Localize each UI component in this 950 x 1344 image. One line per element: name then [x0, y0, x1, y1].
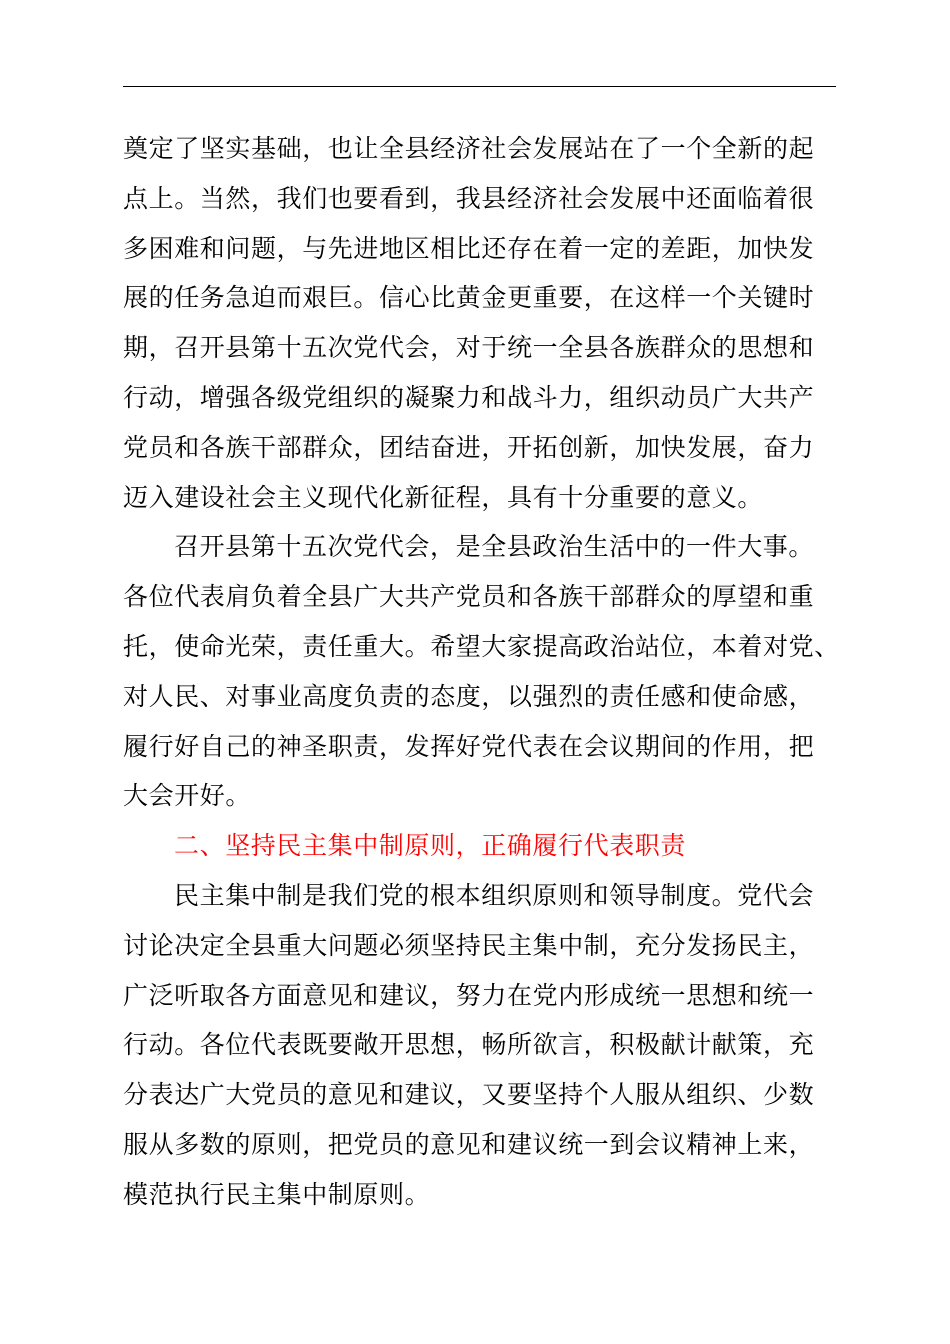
- paragraph-line: 履行好自己的神圣职责，发挥好党代表在会议期间的作用，把: [123, 731, 815, 761]
- paragraph-line: 多困难和问题，与先进地区相比还存在着一定的差距，加快发: [123, 233, 815, 263]
- paragraph-line: 奠定了坚实基础，也让全县经济社会发展站在了一个全新的起: [123, 134, 815, 163]
- paragraph-line: 行动。各位代表既要敞开思想，畅所欲言，积极献计献策，充: [123, 1030, 815, 1060]
- paragraph-line: 召开县第十五次党代会，是全县政治生活中的一件大事。: [174, 532, 815, 562]
- paragraph-line: 行动，增强各级党组织的凝聚力和战斗力，组织动员广大共产: [123, 382, 815, 412]
- paragraph-line: 广泛听取各方面意见和建议，努力在党内形成统一思想和统一: [123, 980, 815, 1010]
- paragraph-line: 党员和各族干部群众，团结奋进，开拓创新，加快发展，奋力: [123, 432, 815, 462]
- header-rule: [123, 86, 836, 87]
- paragraph-line: 分表达广大党员的意见和建议，又要坚持个人服从组织、少数: [123, 1080, 815, 1110]
- paragraph-line: 展的任务急迫而艰巨。信心比黄金更重要，在这样一个关键时: [123, 283, 815, 313]
- paragraph-line: 点上。当然，我们也要看到，我县经济社会发展中还面临着很: [123, 183, 815, 213]
- paragraph-line: 模范执行民主集中制原则。: [123, 1179, 431, 1209]
- paragraph-line: 各位代表肩负着全县广大共产党员和各族干部群众的厚望和重: [123, 582, 815, 612]
- paragraph-line: 讨论决定全县重大问题必须坚持民主集中制，充分发扬民主，: [123, 930, 815, 960]
- paragraph-line: 大会开好。: [123, 781, 252, 811]
- paragraph-line: 迈入建设社会主义现代化新征程，具有十分重要的意义。: [123, 482, 764, 512]
- paragraph-line: 服从多数的原则，把党员的意见和建议统一到会议精神上来，: [123, 1129, 815, 1159]
- paragraph-line: 期，召开县第十五次党代会，对于统一全县各族群众的思想和: [123, 333, 815, 363]
- paragraph-line: 对人民、对事业高度负责的态度，以强烈的责任感和使命感，: [123, 681, 815, 711]
- paragraph-line: 民主集中制是我们党的根本组织原则和领导制度。党代会: [174, 880, 815, 910]
- document-body: [123, 124, 838, 1220]
- section-heading: 二、坚持民主集中制原则，正确履行代表职责: [174, 831, 687, 861]
- paragraph-line: 托，使命光荣，责任重大。希望大家提高政治站位，本着对党、: [123, 631, 840, 661]
